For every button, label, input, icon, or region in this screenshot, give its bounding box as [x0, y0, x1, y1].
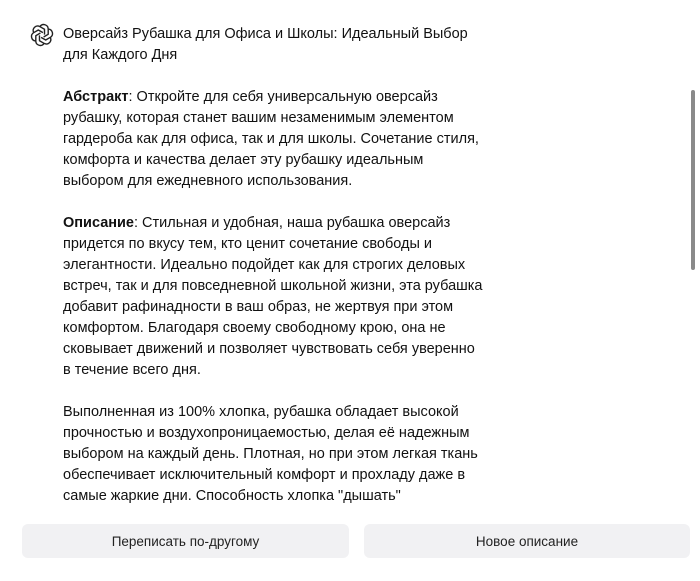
scrollbar[interactable] — [688, 0, 698, 515]
scrollbar-thumb[interactable] — [691, 90, 695, 270]
assistant-message — [63, 24, 483, 515]
title-line-1: Оверсайз Рубашка для Офиса и Школы: Идеальный Выбор — [63, 26, 468, 42]
abstract-paragraph — [63, 87, 483, 192]
description-text: : Стильная и удобная, наша рубашка оверсайз придется по вкусу тем, кто ценит сочетание свободы и элегантности. Идеально подойдет как для строгих деловых встреч, так и для повседневной школьной жизни, эта рубашка добавит рафинадности в ваш образ, не жертвуя при этом комфортом. Благодаря своему свободному крою, она не сковывает движений и позволяет чувствовать себя уверенно в течение всего дня. — [63, 215, 483, 378]
openai-logo-icon — [30, 23, 54, 47]
new-description-button[interactable]: Новое описание — [364, 524, 690, 558]
description-label: Описание — [63, 215, 134, 231]
rewrite-button[interactable]: Переписать по-другому — [22, 524, 349, 558]
abstract-text: : Откройте для себя универсальную оверсайз рубашку, которая станет вашим незаменимым элементом гардероба как для офиса, так и для школы. Сочетание стиля, комфорта и качества делает эту рубашку идеальным выбором для ежедневного использования. — [63, 89, 479, 189]
abstract-label: Абстракт — [63, 89, 129, 105]
material-paragraph: Выполненная из 100% хлопка, рубашка обладает высокой прочностью и воздухопроницаемостью, делая её надежным выбором на каждый день. Плотная, но при этом легкая ткань обеспечивает исключительный комфорт и прохладу даже в самые жаркие дни. Способность хлопка "дышать" — [63, 404, 478, 504]
action-bar — [0, 515, 700, 581]
description-paragraph — [63, 213, 483, 381]
message-title — [63, 24, 483, 66]
title-line-2: для Каждого Дня — [63, 47, 178, 63]
